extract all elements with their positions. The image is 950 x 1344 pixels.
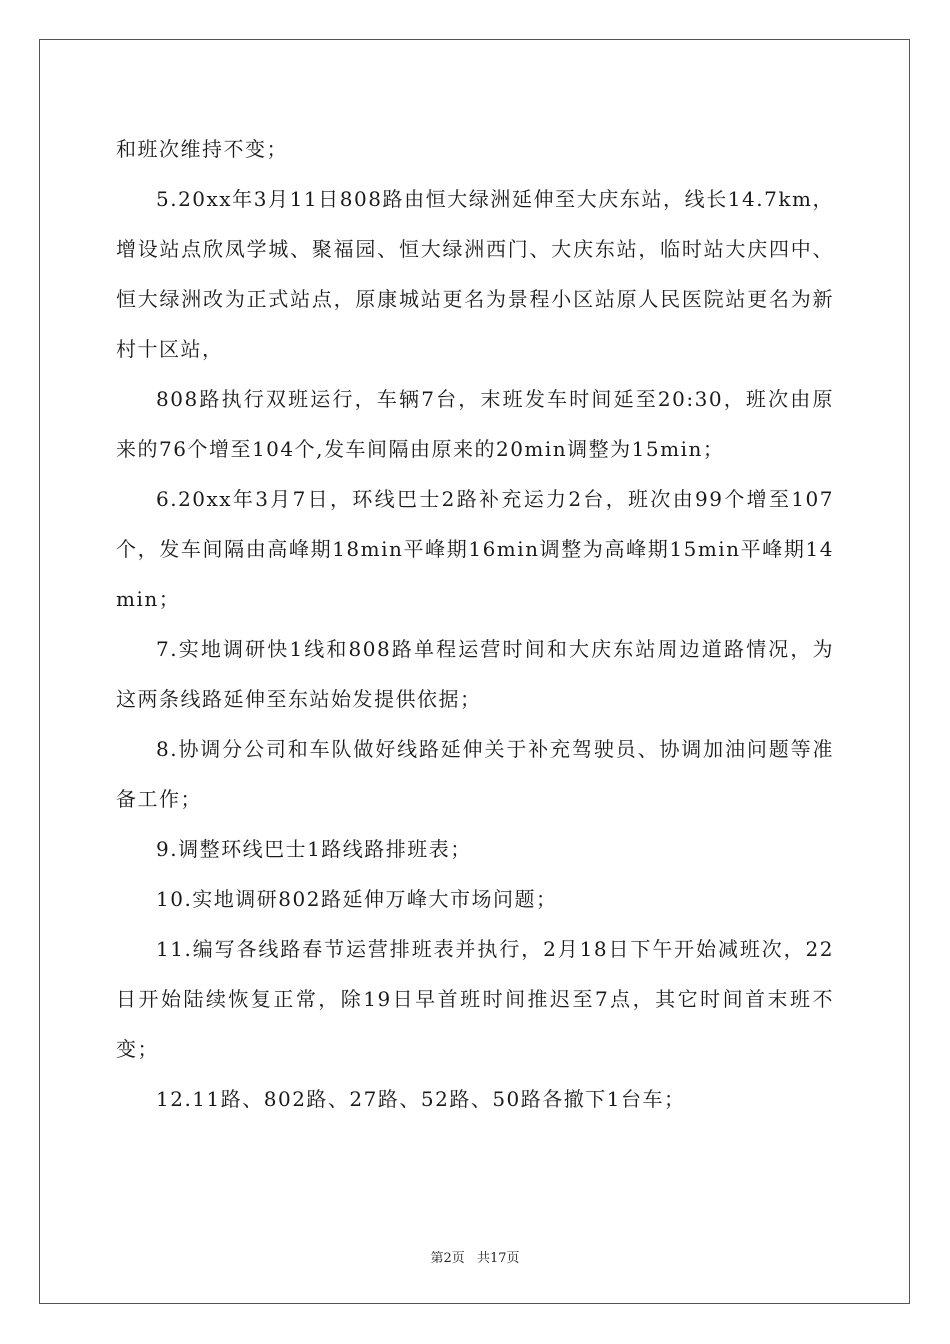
document-body — [116, 124, 834, 1124]
paragraph-6: 9.调整环线巴士1路线路排班表； — [156, 837, 472, 861]
paragraph-7: 10.实地调研802路延伸万峰大市场问题； — [156, 887, 558, 911]
paragraph-5: 8.协调分公司和车队做好线路延伸关于补充驾驶员、协调加油问题等准备工作； — [116, 737, 834, 811]
page-footer — [0, 1247, 950, 1266]
paragraph-0: 和班次维持不变； — [116, 137, 288, 161]
page-number: 第2页 — [430, 1251, 465, 1266]
paragraph-3: 6.20xx年3月7日，环线巴士2路补充运力2台，班次由99个增至107个，发车间隔由高峰期18min平峰期16min调整为高峰期15min平峰期14min； — [116, 487, 834, 611]
paragraph-4: 7.实地调研快1线和808路单程运营时间和大庆东站周边道路情况，为这两条线路延伸至东站始发提供依据； — [116, 637, 834, 711]
page-total: 共17页 — [476, 1251, 520, 1266]
paragraph-8: 11.编写各线路春节运营排班表并执行，2月18日下午开始减班次，22日开始陆续恢复正常，除19日早首班时间推迟至7点，其它时间首末班不变； — [116, 937, 834, 1061]
paragraph-9: 12.11路、802路、27路、52路、50路各撤下1台车； — [156, 1087, 686, 1111]
paragraph-1: 5.20xx年3月11日808路由恒大绿洲延伸至大庆东站，线长14.7km，增设站点欣凤学城、聚福园、恒大绿洲西门、大庆东站，临时站大庆四中、恒大绿洲改为正式站点，原康城站更名为景程小区站原人民医院站更名为新村十区站， — [116, 187, 834, 361]
paragraph-2: 808路执行双班运行，车辆7台，末班发车时间延至20:30，班次由原来的76个增至104个,发车间隔由原来的20min调整为15min； — [116, 387, 834, 461]
